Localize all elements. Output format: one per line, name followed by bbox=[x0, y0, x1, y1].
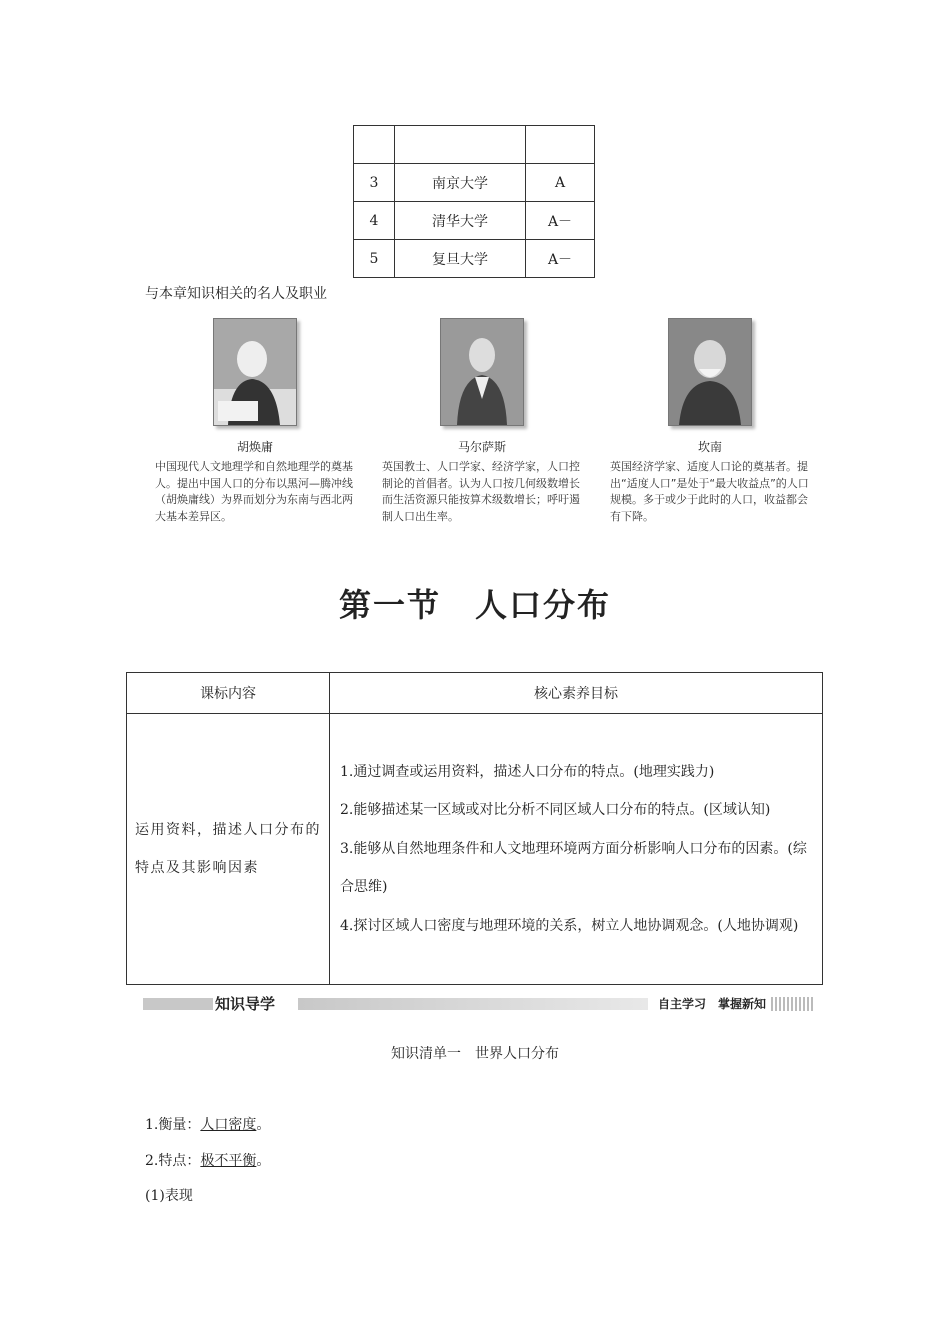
goal-item: 2.能够描述某一区域或对比分析不同区域人口分布的特点。(区域认知) bbox=[340, 802, 771, 819]
portrait-photo-icon bbox=[669, 319, 751, 425]
banner-right-text: 自主学习 掌握新知 bbox=[658, 997, 767, 1011]
section-title: 第一节 人口分布 bbox=[338, 586, 611, 624]
list-item bbox=[145, 1150, 270, 1170]
banner-bar bbox=[143, 998, 213, 1010]
ranking-table bbox=[353, 125, 595, 278]
subsection-heading: 知识清单一 世界人口分布 bbox=[391, 1046, 559, 1062]
portrait-photo bbox=[668, 318, 752, 426]
list-item bbox=[145, 1114, 270, 1134]
banner-label: 知识导学 bbox=[215, 993, 295, 1015]
item-prefix: 2.特点： bbox=[145, 1153, 201, 1169]
table-row bbox=[127, 673, 823, 714]
rank-cell bbox=[354, 126, 395, 164]
grade-cell: A－ bbox=[526, 202, 595, 240]
table-row bbox=[354, 126, 595, 164]
person-name: 坎南 bbox=[697, 440, 722, 454]
goals-list bbox=[330, 714, 823, 985]
person-name: 胡焕庸 bbox=[236, 440, 273, 454]
item-prefix: 1.衡量： bbox=[145, 1117, 201, 1133]
person-description: 英国经济学家、适度人口论的奠基者。提出“适度人口”是处于“最大收益点”的人口规模。多于或少于此时的人口，收益都会有下降。 bbox=[610, 460, 809, 523]
portrait-photo bbox=[440, 318, 524, 426]
item-suffix: 。 bbox=[256, 1153, 271, 1169]
portrait-photo-icon bbox=[214, 319, 296, 425]
school-cell: 复旦大学 bbox=[395, 240, 526, 278]
header-curriculum: 课标内容 bbox=[127, 673, 330, 714]
person-description: 英国教士、人口学家、经济学家，人口控制论的首倡者。认为人口按几何级数增长而生活资源只能按算术级数增长；呼吁遏制人口出生率。 bbox=[382, 460, 580, 523]
person-card bbox=[382, 318, 582, 525]
table-row bbox=[354, 164, 595, 202]
table-row bbox=[354, 240, 595, 278]
goals-table bbox=[126, 672, 823, 985]
section-banner bbox=[143, 993, 815, 1015]
banner-stripes bbox=[771, 997, 815, 1011]
portrait-photo-icon bbox=[441, 319, 523, 425]
item-answer: 人口密度 bbox=[200, 1117, 257, 1133]
person-name: 马尔萨斯 bbox=[457, 440, 506, 454]
item-answer: 极不平衡 bbox=[200, 1153, 257, 1169]
item-prefix: (1)表现 bbox=[145, 1188, 193, 1204]
banner-bar bbox=[298, 998, 648, 1010]
rank-cell: 4 bbox=[354, 202, 395, 240]
goal-item: 1.通过调查或运用资料，描述人口分布的特点。(地理实践力) bbox=[340, 763, 715, 780]
table-row bbox=[354, 202, 595, 240]
item-suffix: 。 bbox=[256, 1117, 271, 1133]
goal-item: 4.探讨区域人口密度与地理环境的关系，树立人地协调观念。(人地协调观) bbox=[340, 917, 799, 934]
person-description: 中国现代人文地理学和自然地理学的奠基人。提出中国人口的分布以黑河—腾冲线（胡焕庸线）为界而划分为东南与西北两大基本差异区。 bbox=[155, 460, 353, 523]
list-item bbox=[145, 1185, 193, 1205]
person-card bbox=[610, 318, 810, 525]
goal-item: 3.能够从自然地理条件和人文地理环境两方面分析影响人口分布的因素。(综合思维) bbox=[340, 840, 807, 896]
rank-cell: 3 bbox=[354, 164, 395, 202]
table-row bbox=[127, 714, 823, 985]
grade-cell bbox=[526, 126, 595, 164]
rank-cell: 5 bbox=[354, 240, 395, 278]
figure-caption: 与本章知识相关的名人及职业 bbox=[145, 286, 327, 302]
school-cell: 清华大学 bbox=[395, 202, 526, 240]
portrait-photo bbox=[213, 318, 297, 426]
school-cell: 南京大学 bbox=[395, 164, 526, 202]
person-card bbox=[155, 318, 355, 525]
curriculum-content: 运用资料，描述人口分布的特点及其影响因素 bbox=[127, 714, 330, 985]
grade-cell: A bbox=[526, 164, 595, 202]
header-core-goals: 核心素养目标 bbox=[330, 673, 823, 714]
school-cell bbox=[395, 126, 526, 164]
grade-cell: A－ bbox=[526, 240, 595, 278]
